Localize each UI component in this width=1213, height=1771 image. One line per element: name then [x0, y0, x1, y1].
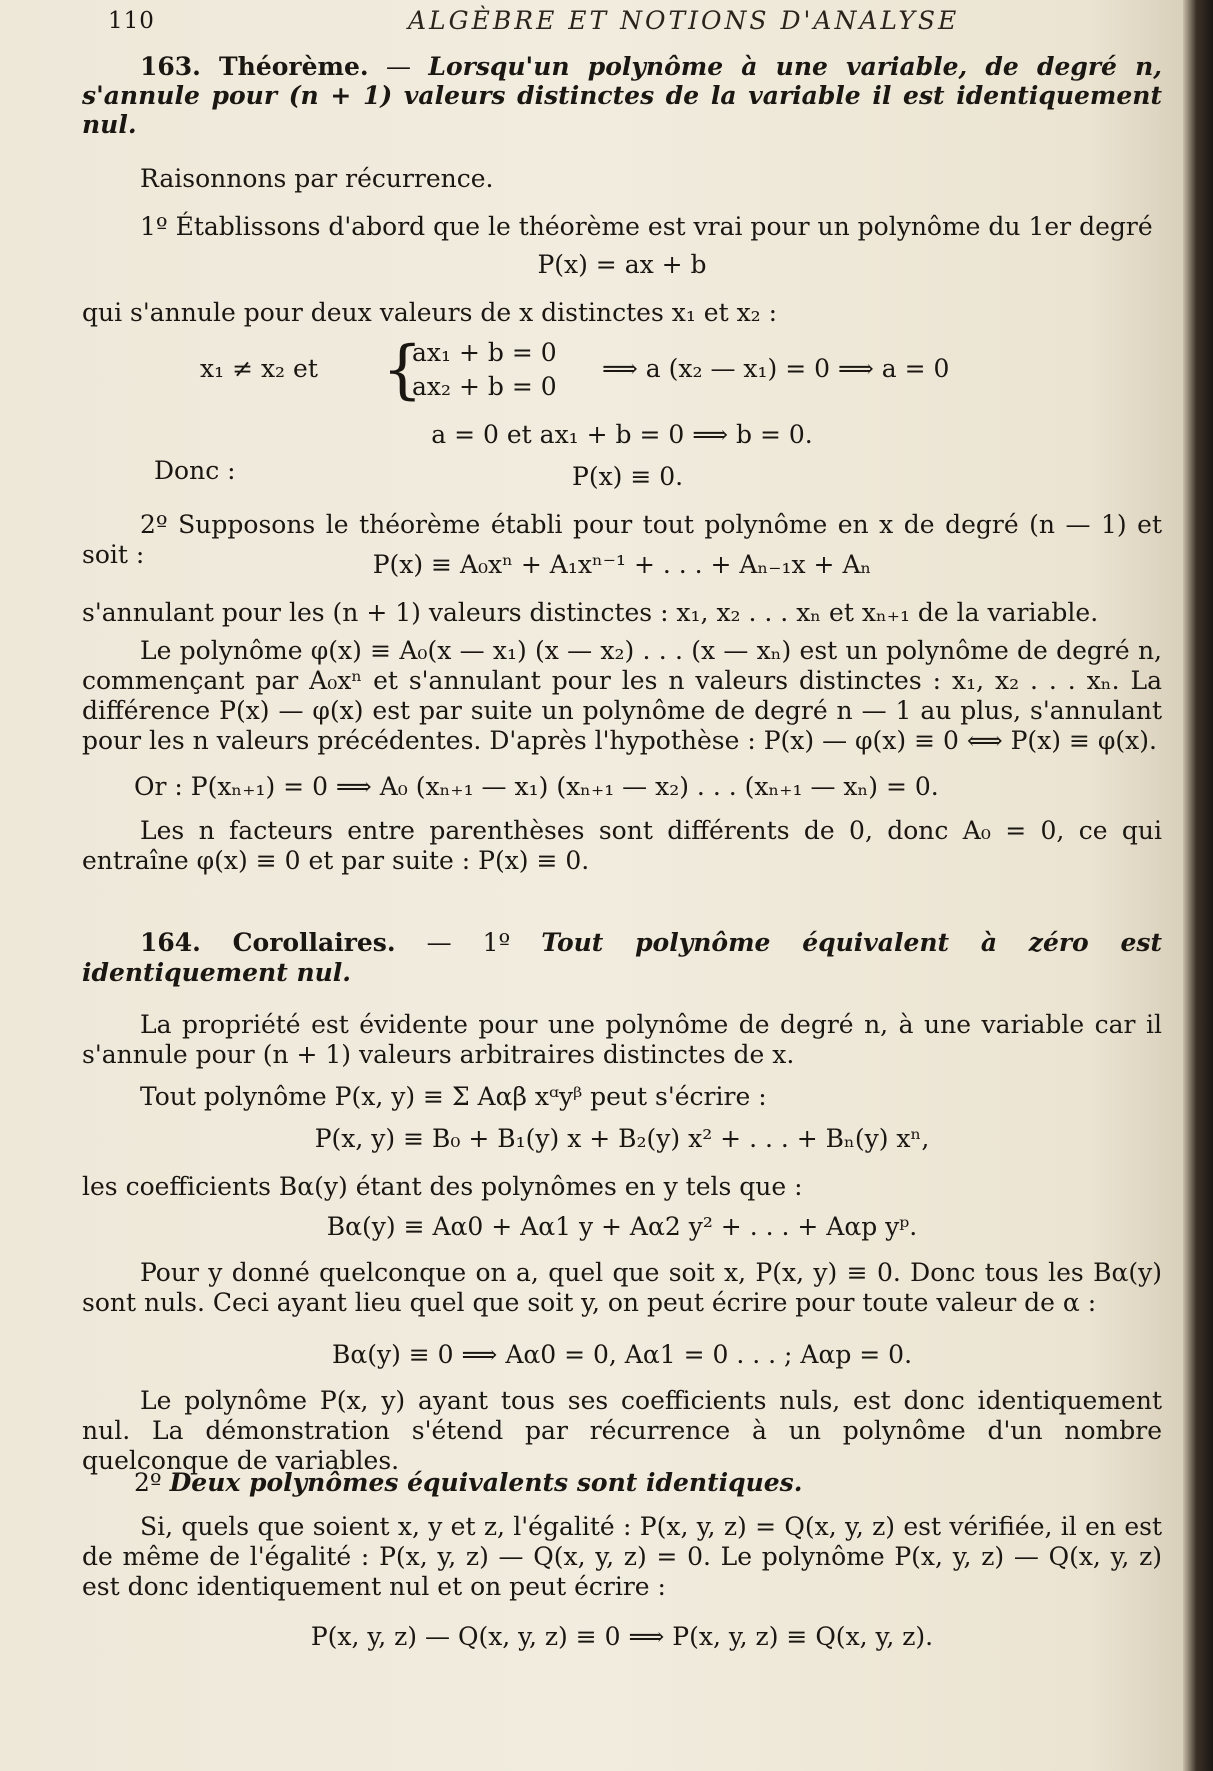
formula-text: P(x) ≡ 0.: [572, 462, 684, 491]
page-number: 110: [108, 8, 155, 34]
equation-system: [82, 333, 1162, 407]
paragraph-text: Les n facteurs entre parenthèses sont différents de 0, donc A₀ = 0, ce qui entraîne φ(x) ≡ 0 et par suite : P(x) ≡ 0.: [82, 816, 1162, 875]
heading-dash: —: [395, 928, 483, 957]
paragraph-text: 2º Supposons le théorème établi pour tout polynôme en x de degré (n — 1) et soit :: [82, 510, 1162, 569]
paragraph: [82, 1082, 1162, 1112]
corollary-164-heading: [82, 928, 1162, 988]
item-number: 2º: [134, 1468, 170, 1497]
formula: [82, 250, 1162, 280]
formula-text: Bα(y) ≡ Aα0 + Aα1 y + Aα2 y² + . . . + Aαp yᵖ.: [326, 1212, 918, 1241]
book-gutter-shadow: [1183, 0, 1213, 1771]
paragraph-text: Or : P(xₙ₊₁) = 0 ⟹ A₀ (xₙ₊₁ — x₁) (xₙ₊₁ — x₂) . . . (xₙ₊₁ — xₙ) = 0.: [134, 772, 939, 801]
formula: [82, 1622, 1162, 1652]
formula: [82, 1212, 1162, 1242]
system-condition: x₁ ≠ x₂ et: [200, 354, 318, 383]
formula-text: P(x) ≡ A₀xⁿ + A₁xⁿ⁻¹ + . . . + Aₙ₋₁x + Aₙ: [372, 550, 872, 579]
paragraph-text: 1º Établissons d'abord que le théorème est vrai pour un polynôme du 1er degré: [140, 212, 1153, 241]
paragraph: [82, 1386, 1162, 1476]
paragraph-text: Tout polynôme P(x, y) ≡ Σ Aαβ xᵅyᵝ peut s'écrire :: [140, 1082, 767, 1111]
conclusion-line: [82, 456, 1162, 490]
formula-text: Bα(y) ≡ 0 ⟹ Aα0 = 0, Aα1 = 0 . . . ; Aαp = 0.: [331, 1340, 913, 1369]
formula: [82, 550, 1162, 580]
paragraph: [82, 1258, 1162, 1318]
paragraph-text: Si, quels que soient x, y et z, l'égalité : P(x, y, z) = Q(x, y, z) est vérifiée, il en est de même de l'égalité : P(x, y, z) — Q(x, y, z) = 0. Le polynôme P(x, y, z) — Q(x, y, z) est donc identiquement nul et on peut écrire :: [82, 1512, 1162, 1601]
formula-text: a = 0 et ax₁ + b = 0 ⟹ b = 0.: [431, 420, 813, 449]
corollary-2-heading: [82, 1468, 1162, 1498]
corollary-statement: Tout polynôme équivalent à zéro est identiquement nul.: [82, 928, 1162, 987]
paragraph: [82, 1172, 1162, 1202]
paragraph: [82, 598, 1162, 628]
paragraph: [82, 212, 1162, 242]
section-number: 163. Théorème.: [140, 52, 369, 81]
paragraph-text: les coefficients Bα(y) étant des polynômes en y tels que :: [82, 1172, 803, 1201]
paragraph: [82, 298, 1162, 328]
system-equation-2: ax₂ + b = 0: [412, 372, 557, 401]
heading-dash: —: [368, 52, 429, 81]
paragraph: [82, 636, 1162, 756]
formula-text: P(x) = ax + b: [537, 250, 707, 279]
corollary-statement: Deux polynômes équivalents sont identiques.: [169, 1468, 803, 1497]
paragraph: [82, 772, 1162, 802]
paragraph-text: Le polynôme P(x, y) ayant tous ses coefficients nuls, est donc identiquement nul. La démonstration s'étend par récurrence à un polynôme d'un nombre quelconque de variables.: [82, 1386, 1162, 1475]
paragraph-text: qui s'annule pour deux valeurs de x distinctes x₁ et x₂ :: [82, 298, 778, 327]
paragraph-text: La propriété est évidente pour une polynôme de degré n, à une variable car il s'annule pour (n + 1) valeurs arbitraires distinctes de x.: [82, 1010, 1162, 1069]
paragraph-text: Pour y donné quelconque on a, quel que soit x, P(x, y) ≡ 0. Donc tous les Bα(y) sont nuls. Ceci ayant lieu quel que soit y, on peut écrire pour toute valeur de α :: [82, 1258, 1162, 1317]
running-title: ALGÈBRE ET NOTIONS D'ANALYSE: [408, 6, 960, 35]
paragraph-text: s'annulant pour les (n + 1) valeurs distinctes : x₁, x₂ . . . xₙ et xₙ₊₁ de la variable.: [82, 598, 1099, 627]
section-number: 164. Corollaires.: [140, 928, 396, 957]
theorem-statement: Lorsqu'un polynôme à une variable, de degré n, s'annule pour (n + 1) valeurs distinctes de la variable il est identiquement nul.: [82, 52, 1162, 139]
item-number: 1º: [482, 928, 542, 957]
paragraph-text: Le polynôme φ(x) ≡ A₀(x — x₁) (x — x₂) . . . (x — xₙ) est un polynôme de degré n, commençant par A₀xⁿ et s'annulant pour les n valeurs distinctes : x₁, x₂ . . . xₙ. La différence P(x) — φ(x) est par suite un polynôme de degré n — 1 au plus, s'annulant pour les n valeurs précédentes. D'après l'hypothèse : P(x) — φ(x) ≡ 0 ⟺ P(x) ≡ φ(x).: [82, 636, 1162, 755]
paragraph-text: Raisonnons par récurrence.: [140, 164, 494, 193]
paragraph: [82, 164, 1162, 194]
paragraph: [82, 1010, 1162, 1070]
brace-symbol: {: [382, 333, 423, 407]
formula: [82, 420, 1162, 450]
formula-text: P(x, y, z) — Q(x, y, z) ≡ 0 ⟹ P(x, y, z) ≡ Q(x, y, z).: [310, 1622, 934, 1651]
paragraph: [82, 1512, 1162, 1602]
formula-text: P(x, y) ≡ B₀ + B₁(y) x + B₂(y) x² + . . . + Bₙ(y) xⁿ,: [314, 1124, 930, 1153]
conclusion-label: Donc :: [154, 456, 236, 485]
formula: [82, 1340, 1162, 1370]
system-implication: ⟹ a (x₂ — x₁) = 0 ⟹ a = 0: [602, 354, 950, 383]
system-equation-1: ax₁ + b = 0: [412, 338, 557, 367]
formula: [82, 1124, 1162, 1154]
page-header: [108, 6, 1108, 40]
theorem-163-heading: [82, 52, 1162, 139]
paragraph: [82, 816, 1162, 876]
